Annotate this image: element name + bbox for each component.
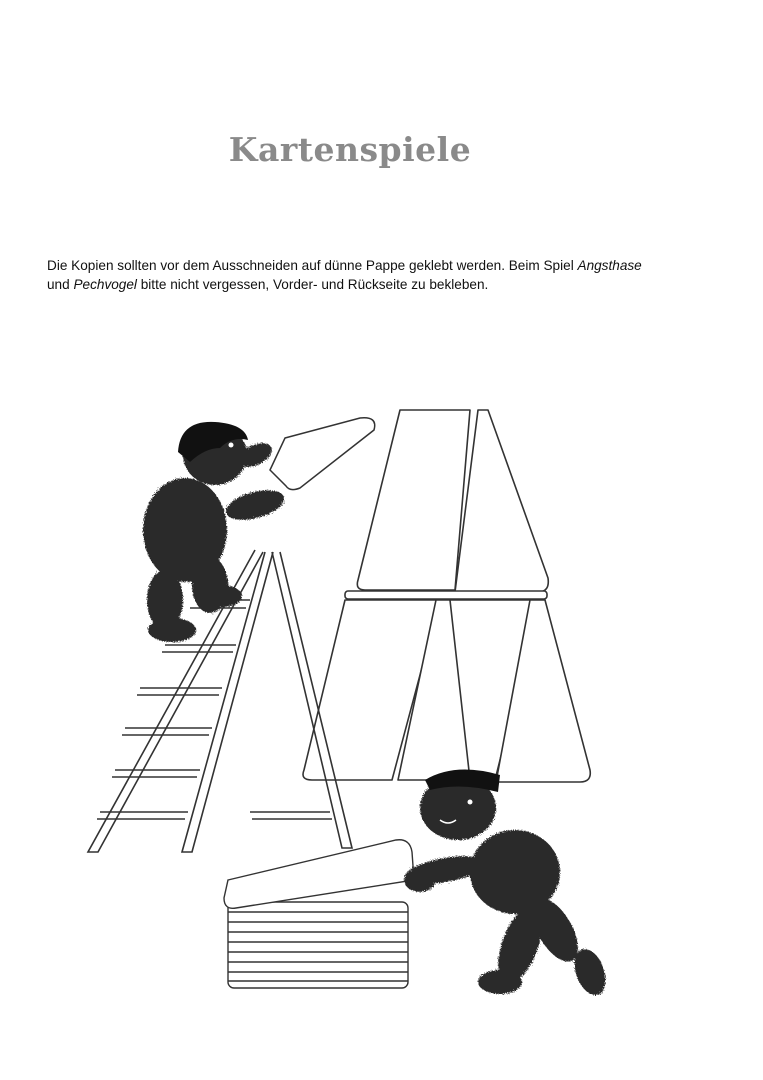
intro-text-1: Die Kopien sollten vor dem Ausschneiden auf dünne Pappe geklebt werden. Beim Spiel [47,258,578,273]
card-stack [224,840,414,988]
intro-text-3: bitte nicht vergessen, Vorder- und Rückseite zu bekleben. [136,277,489,292]
card-plank [345,591,547,599]
intro-paragraph [47,256,667,294]
game-name-angsthase: Angsthase [577,258,642,273]
ladder-rung-6 [97,812,188,819]
card-top-left [357,410,470,590]
lifted-card [224,840,414,909]
figure-on-ladder [143,418,375,642]
card-house-illustration [0,380,763,1020]
card-top-right [455,410,548,592]
intro-text-2: und [47,277,74,292]
figure-pushing [404,770,612,1000]
game-name-pechvogel: Pechvogel [73,277,137,292]
ladder-rung-5 [112,770,200,777]
ladder-rung-4 [122,728,212,735]
figure-pushing-eye [468,800,473,805]
page-title: Kartenspiele [228,130,472,169]
held-card-top [270,418,375,490]
ladder-rung-3 [137,688,222,695]
ladder-back-rung [250,812,332,819]
figure-on-ladder-eye [229,443,234,448]
house-of-cards [303,410,590,782]
